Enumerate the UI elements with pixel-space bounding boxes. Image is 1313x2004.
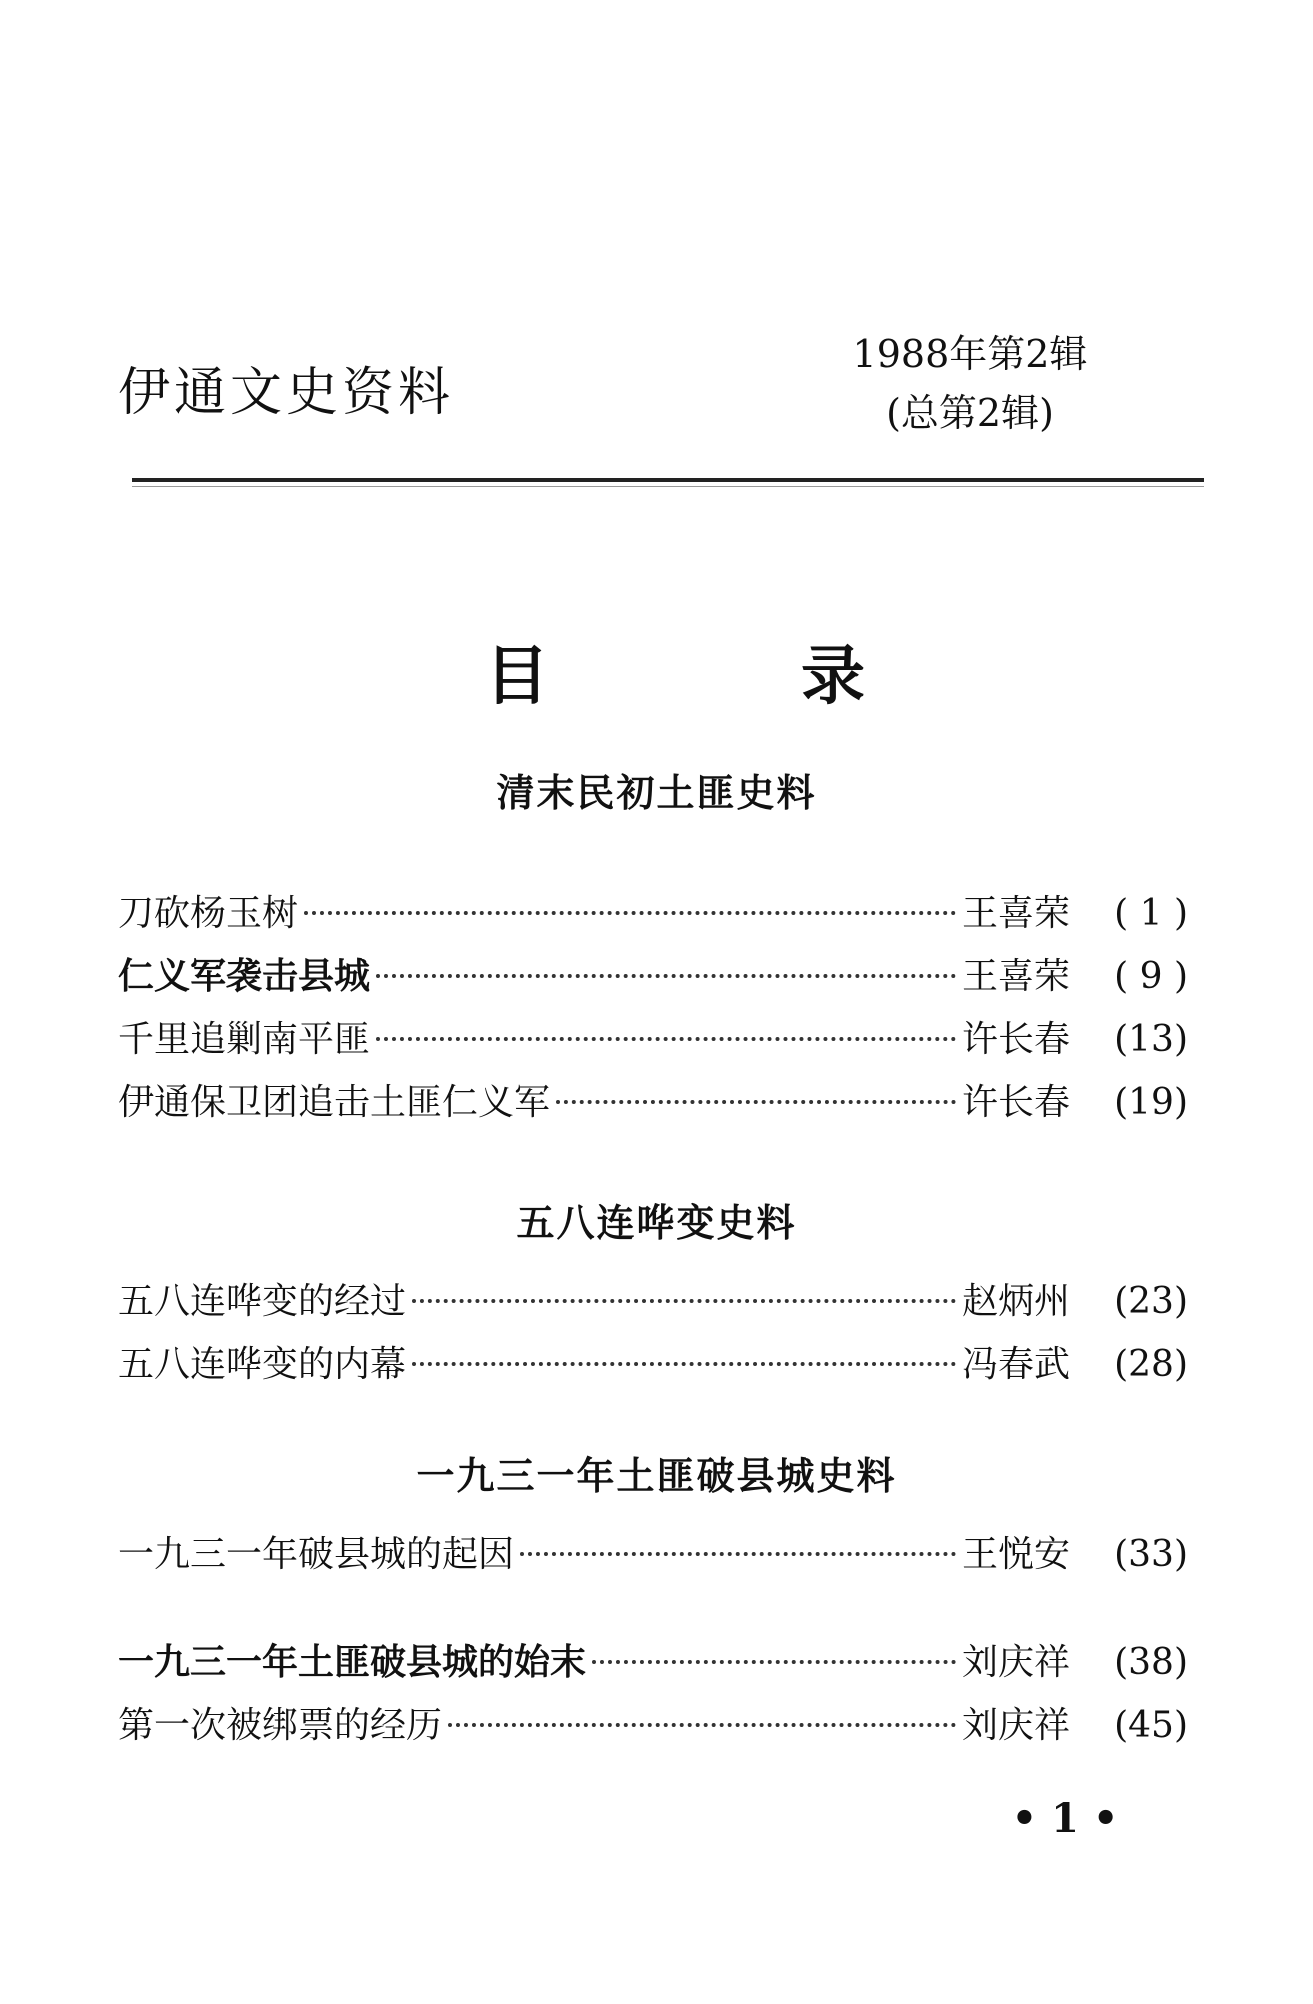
series-title: 伊通文史资料 (118, 363, 455, 423)
entry-author: 冯春武 (961, 1344, 1070, 1385)
entry-author: 许长春 (961, 1082, 1070, 1123)
entry-page: (13) (1114, 1019, 1188, 1060)
entry-page: (28) (1114, 1344, 1188, 1385)
entry-page: ( 1 ) (1114, 893, 1188, 934)
leader-dots (376, 974, 956, 978)
entry-title: 一九三一年破县城的起因 (118, 1534, 515, 1575)
leader-dots (556, 1100, 956, 1104)
leader-dots (448, 1723, 956, 1727)
leader-dots (412, 1299, 956, 1303)
leader-dots (520, 1552, 956, 1556)
entry-page: (45) (1114, 1705, 1188, 1746)
page-number: • 1 • (1011, 1795, 1119, 1842)
entry-author: 刘庆祥 (961, 1705, 1070, 1746)
entry-author: 赵炳州 (961, 1281, 1070, 1322)
toc-entry[interactable] (118, 1273, 1188, 1325)
entry-title: 刀砍杨玉树 (118, 893, 299, 934)
toc-entry[interactable] (118, 1336, 1188, 1388)
entry-author: 许长春 (961, 1019, 1070, 1060)
entry-author: 王喜荣 (961, 893, 1070, 934)
section-heading: 一九三一年土匪破县城史料 (416, 1454, 897, 1498)
issue-info (830, 325, 1110, 443)
cumulative-issue-number: (总第2辑) (886, 390, 1054, 435)
section-heading: 五八连哗变史料 (516, 1201, 797, 1245)
toc-entry[interactable] (118, 885, 1188, 937)
entry-title: 五八连哗变的经过 (118, 1281, 407, 1322)
entry-author: 王悦安 (961, 1534, 1070, 1575)
toc-title-char-2: 录 (801, 640, 865, 714)
entry-page: (19) (1114, 1082, 1188, 1123)
entry-page: (38) (1114, 1642, 1188, 1683)
header-rule (132, 478, 1204, 482)
toc-entry[interactable] (118, 948, 1188, 1000)
entry-page: (23) (1114, 1281, 1188, 1322)
toc-title-char-1: 目 (485, 640, 549, 714)
section-heading: 清末民初土匪史料 (496, 771, 817, 815)
toc-entry[interactable] (118, 1074, 1188, 1126)
leader-dots (304, 911, 956, 915)
toc-title (485, 625, 865, 717)
entry-author: 王喜荣 (961, 956, 1070, 997)
leader-dots (376, 1037, 956, 1041)
entry-title: 第一次被绑票的经历 (118, 1705, 443, 1746)
toc-entry[interactable] (118, 1697, 1188, 1749)
toc-entry[interactable] (118, 1526, 1188, 1578)
toc-entry[interactable] (118, 1011, 1188, 1063)
header-rule-thin (132, 486, 1204, 487)
entry-page: (33) (1114, 1534, 1188, 1575)
entry-page: ( 9 ) (1114, 956, 1188, 997)
entry-title: 一九三一年土匪破县城的始末 (118, 1642, 587, 1683)
entry-title: 五八连哗变的内幕 (118, 1344, 407, 1385)
entry-title: 仁义军袭击县城 (118, 956, 371, 997)
issue-number: 1988年第2辑 (852, 332, 1088, 376)
entry-title: 千里追剿南平匪 (118, 1019, 371, 1060)
leader-dots (592, 1660, 956, 1664)
leader-dots (412, 1362, 956, 1366)
entry-author: 刘庆祥 (961, 1642, 1070, 1683)
entry-title: 伊通保卫团追击土匪仁义军 (118, 1082, 551, 1123)
toc-entry[interactable] (118, 1634, 1188, 1686)
